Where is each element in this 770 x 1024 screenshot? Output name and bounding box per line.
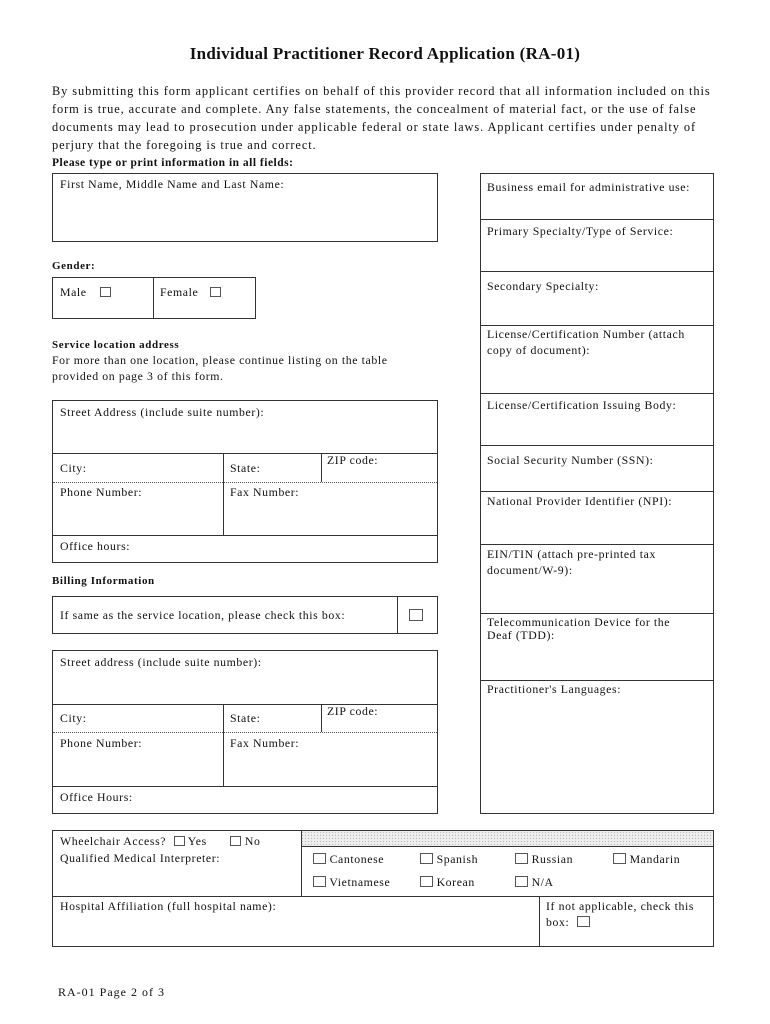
full-name-label: First Name, Middle Name and Last Name:: [60, 177, 285, 191]
gender-label: Gender:: [52, 260, 96, 272]
billing-city-input[interactable]: [90, 706, 220, 730]
service-location-heading: Service location address: [52, 339, 180, 351]
license-body-input[interactable]: [481, 416, 713, 443]
gender-female-option[interactable]: [160, 284, 221, 300]
service-location-note: For more than one location, please continue listing on the table provided on page 3 of this form.: [52, 353, 388, 383]
primary-specialty-input[interactable]: [481, 242, 713, 269]
lang-vietnamese-option[interactable]: [313, 874, 390, 890]
billing-fax-label: Fax Number:: [230, 736, 300, 750]
wheelchair-no-label: No: [244, 834, 261, 848]
lang-vietnamese-label: Vietnamese: [329, 875, 391, 889]
lang-spanish-option[interactable]: [420, 851, 478, 867]
ssn-input[interactable]: [481, 470, 713, 489]
billing-phone-input[interactable]: [53, 752, 221, 784]
lang-cantonese-checkbox[interactable]: [313, 853, 326, 864]
service-hours-label: Office hours:: [60, 539, 131, 553]
lang-cantonese-option[interactable]: [313, 851, 384, 867]
service-city-input[interactable]: [90, 455, 220, 479]
not-applicable-checkbox[interactable]: [577, 916, 590, 927]
gender-male-checkbox[interactable]: [100, 287, 111, 297]
gender-female-checkbox[interactable]: [210, 287, 221, 297]
billing-state-input[interactable]: [268, 706, 320, 730]
full-name-field[interactable]: [52, 173, 438, 242]
license-body-label: License/Certification Issuing Body:: [487, 398, 677, 412]
intro-text: [52, 82, 718, 172]
billing-hours-label: Office Hours:: [60, 790, 133, 804]
secondary-specialty-input[interactable]: [481, 297, 713, 323]
service-state-label: State:: [230, 461, 261, 475]
gender-male-label: Male: [60, 285, 87, 299]
gender-female-label: Female: [160, 285, 199, 299]
billing-same-label: If same as the service location, please check this box:: [60, 608, 346, 622]
languages-input[interactable]: [481, 700, 713, 812]
service-street-label: Street Address (include suite number):: [60, 405, 265, 419]
lang-spanish-label: Spanish: [436, 852, 479, 866]
hospital-label: Hospital Affiliation (full hospital name):: [60, 899, 277, 913]
lang-na-checkbox[interactable]: [515, 876, 528, 887]
ssn-label: Social Security Number (SSN):: [487, 453, 654, 467]
billing-zip-input[interactable]: [364, 706, 436, 730]
gender-male-option[interactable]: [60, 284, 111, 300]
lang-na-option[interactable]: [515, 874, 554, 890]
service-zip-label: ZIP code:: [327, 453, 379, 467]
billing-street-label: Street address (include suite number):: [60, 655, 262, 669]
lang-mandarin-checkbox[interactable]: [613, 853, 626, 864]
service-zip-input[interactable]: [364, 455, 436, 479]
service-fax-label: Fax Number:: [230, 485, 300, 499]
billing-fax-input[interactable]: [224, 752, 436, 784]
wheelchair-yes-checkbox[interactable]: [174, 836, 185, 846]
lang-korean-checkbox[interactable]: [420, 876, 433, 887]
billing-phone-label: Phone Number:: [60, 736, 143, 750]
billing-same-box: [52, 596, 438, 634]
lang-mandarin-option[interactable]: [613, 851, 680, 867]
gender-box: [52, 277, 256, 319]
tdd-input[interactable]: [481, 646, 713, 678]
lang-spanish-checkbox[interactable]: [420, 853, 433, 864]
lang-korean-label: Korean: [436, 875, 475, 889]
wheelchair-label: Wheelchair Access?: [60, 834, 167, 848]
instruction-text: Please type or print information in all fields:: [52, 157, 294, 169]
lang-russian-option[interactable]: [515, 851, 573, 867]
license-number-input[interactable]: [481, 358, 713, 391]
lang-mandarin-label: Mandarin: [629, 852, 681, 866]
billing-state-label: State:: [230, 711, 261, 725]
service-city-label: City:: [60, 461, 87, 475]
lang-vietnamese-checkbox[interactable]: [313, 876, 326, 887]
certification-paragraph: By submitting this form applicant certifies on behalf of this provider record that all information included on this form is true, accurate and complete. Any false statements, the concealment of material fact, or the use of false documents may lead to prosecution under applicable federal or state laws. Applicant certifies under penalty of perjury that the foregoing is true and correct.: [52, 84, 711, 152]
lang-na-label: N/A: [531, 875, 554, 889]
npi-label: National Provider Identifier (NPI):: [487, 494, 673, 508]
interpreter-label: Qualified Medical Interpreter:: [60, 851, 221, 865]
wheelchair-yes-label: Yes: [187, 834, 207, 848]
service-fax-input[interactable]: [224, 500, 436, 534]
service-hours-input[interactable]: [140, 537, 436, 561]
hospital-input[interactable]: [53, 915, 537, 945]
business-email-input[interactable]: [481, 197, 713, 217]
ein-input[interactable]: [481, 580, 713, 611]
tdd-label: Telecommunication Device for the Deaf (TDD):: [487, 615, 671, 642]
license-number-label: License/Certification Number (attach copy of document):: [487, 327, 685, 357]
not-applicable-row: [546, 898, 706, 930]
billing-heading: Billing Information: [52, 575, 155, 587]
page-footer: RA-01 Page 2 of 3: [58, 985, 165, 999]
lang-russian-label: Russian: [531, 852, 574, 866]
not-applicable-label: If not applicable, check this box:: [546, 899, 695, 929]
wheelchair-no-checkbox[interactable]: [230, 836, 241, 846]
service-phone-input[interactable]: [53, 500, 221, 534]
secondary-specialty-label: Secondary Specialty:: [487, 279, 599, 293]
npi-input[interactable]: [481, 512, 713, 542]
languages-label: Practitioner's Languages:: [487, 682, 622, 696]
billing-hours-input[interactable]: [140, 788, 436, 812]
billing-city-label: City:: [60, 711, 87, 725]
service-phone-label: Phone Number:: [60, 485, 143, 499]
lang-russian-checkbox[interactable]: [515, 853, 528, 864]
service-street-input[interactable]: [53, 420, 437, 450]
page-title: Individual Practitioner Record Application (RA-01): [189, 44, 581, 63]
billing-same-checkbox[interactable]: [409, 609, 423, 621]
shaded-cell: [301, 831, 713, 846]
service-state-input[interactable]: [268, 455, 320, 479]
billing-zip-label: ZIP code:: [327, 704, 379, 718]
business-email-label: Business email for administrative use:: [487, 180, 690, 194]
billing-street-input[interactable]: [53, 672, 437, 702]
lang-cantonese-label: Cantonese: [329, 852, 385, 866]
primary-specialty-label: Primary Specialty/Type of Service:: [487, 224, 674, 238]
wheelchair-row: [60, 833, 261, 849]
ein-label: EIN/TIN (attach pre-printed tax document/W-9):: [487, 547, 656, 577]
lang-korean-option[interactable]: [420, 874, 475, 890]
